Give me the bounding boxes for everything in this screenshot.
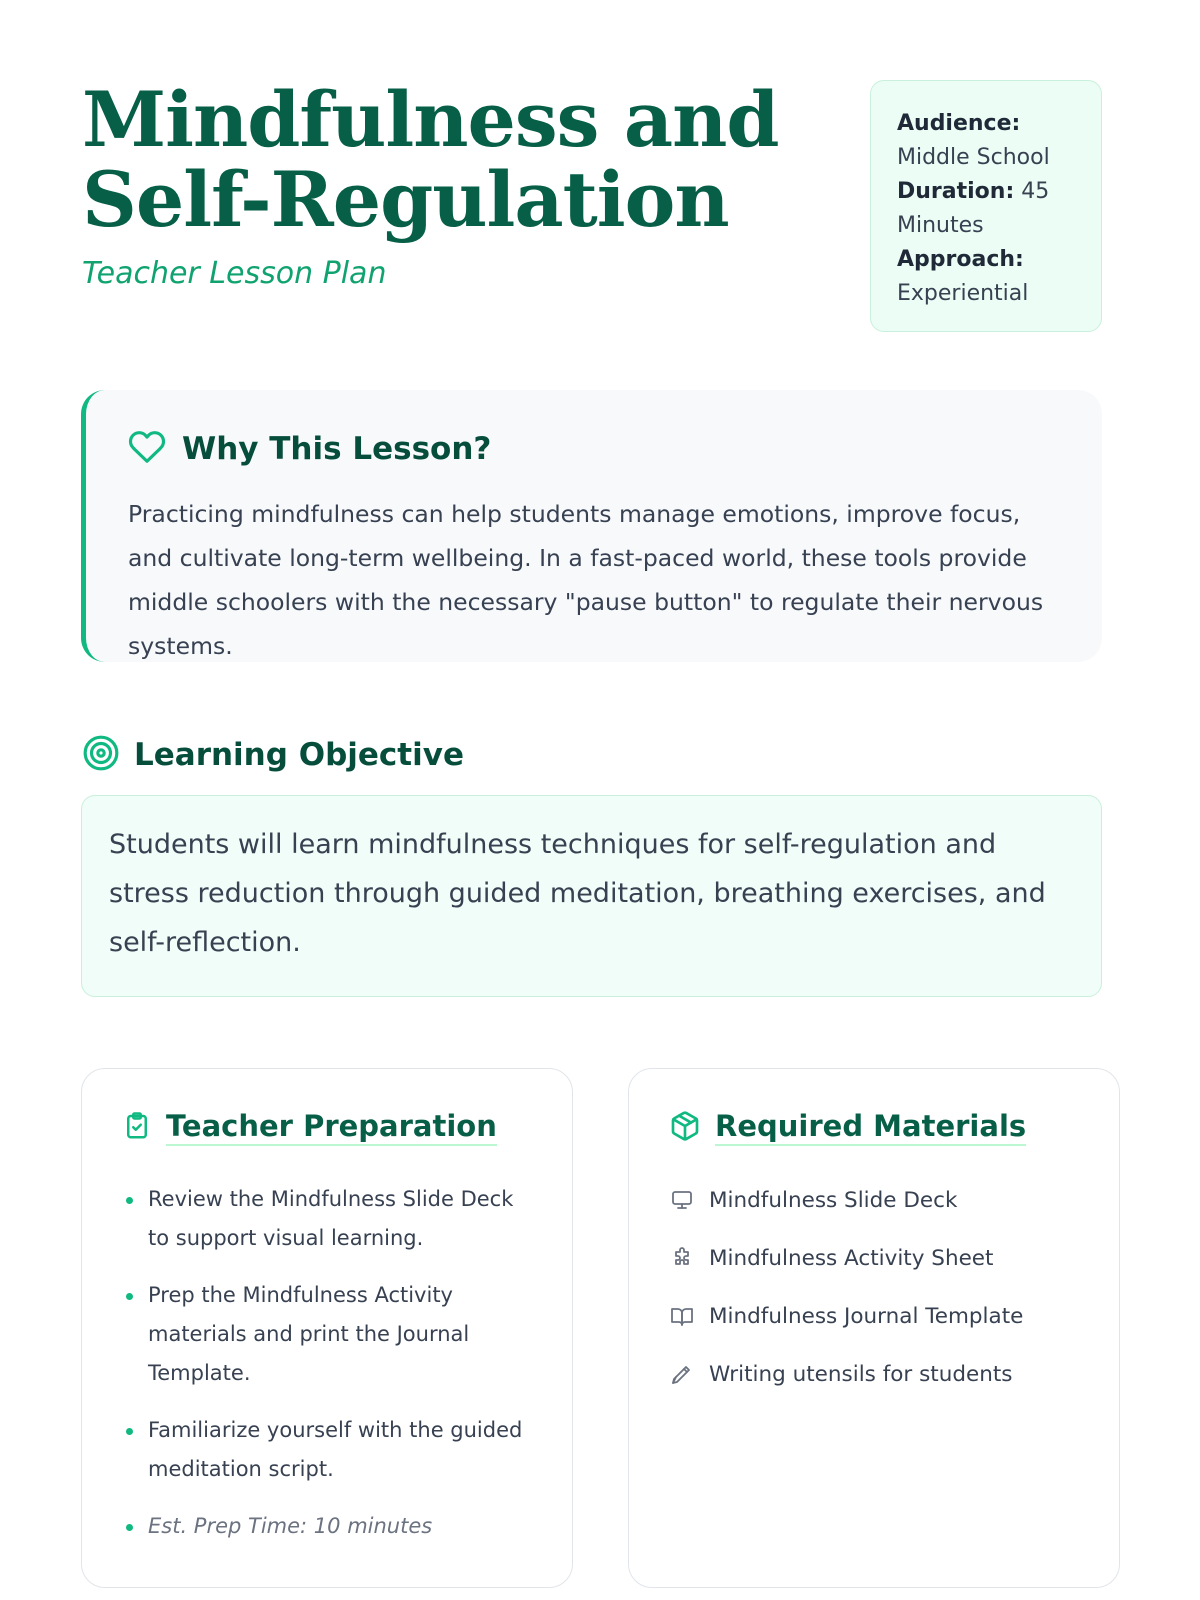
monitor-icon xyxy=(669,1187,695,1213)
duration-value: 45 Minutes xyxy=(897,179,1050,238)
pen-icon xyxy=(669,1361,695,1387)
target-icon xyxy=(82,734,120,776)
page-subtitle: Teacher Lesson Plan xyxy=(82,256,387,291)
preparation-heading: Teacher Preparation xyxy=(166,1109,497,1146)
heart-icon xyxy=(128,428,166,470)
materials-header xyxy=(669,1109,1079,1146)
duration-label: Duration: xyxy=(897,179,1015,204)
required-materials-panel xyxy=(628,1068,1120,1588)
material-item xyxy=(669,1238,1079,1278)
audience-value: Middle School xyxy=(897,145,1050,170)
prep-item: Prep the Mindfulness Activity materials and print the Journal Template. xyxy=(122,1276,532,1393)
preparation-header xyxy=(122,1109,532,1146)
audience-row xyxy=(897,107,1075,175)
material-item xyxy=(669,1296,1079,1336)
why-lesson-header xyxy=(128,428,1060,470)
material-label: Mindfulness Journal Template xyxy=(709,1303,1024,1329)
duration-row xyxy=(897,175,1075,243)
objective-heading: Learning Objective xyxy=(134,737,464,773)
material-label: Mindfulness Slide Deck xyxy=(709,1187,958,1213)
prep-item: Familiarize yourself with the guided meditation script. xyxy=(122,1411,532,1489)
why-lesson-heading: Why This Lesson? xyxy=(182,431,492,467)
material-item xyxy=(669,1354,1079,1394)
clipboard-check-icon xyxy=(122,1111,152,1145)
objective-text: Students will learn mindfulness techniques for self-regulation and stress reduction through guided meditation, breathing exercises, and self-reflection. xyxy=(109,829,1046,958)
materials-heading: Required Materials xyxy=(715,1109,1026,1146)
approach-row xyxy=(897,243,1075,311)
material-label: Mindfulness Activity Sheet xyxy=(709,1245,994,1271)
material-label: Writing utensils for students xyxy=(709,1361,1013,1387)
material-item xyxy=(669,1180,1079,1220)
audience-label: Audience: xyxy=(897,111,1021,136)
box-icon xyxy=(669,1110,701,1146)
preparation-list xyxy=(122,1180,532,1546)
lesson-meta-card xyxy=(870,80,1102,332)
why-lesson-card xyxy=(81,390,1102,662)
prep-time-note: Est. Prep Time: 10 minutes xyxy=(122,1507,532,1546)
teacher-preparation-panel xyxy=(81,1068,573,1588)
objective-card xyxy=(81,795,1102,997)
approach-label: Approach: xyxy=(897,247,1024,272)
prep-item: Review the Mindfulness Slide Deck to support visual learning. xyxy=(122,1180,532,1258)
materials-list xyxy=(669,1180,1079,1394)
book-open-icon xyxy=(669,1303,695,1329)
title-block xyxy=(82,75,862,291)
objective-header xyxy=(82,734,464,776)
why-lesson-text: Practicing mindfulness can help students manage emotions, improve focus, and cultivate long-term wellbeing. In a fast-paced world, these tools provide middle schoolers with the necessary "pause button" to regulate their nervous systems. xyxy=(128,500,1044,660)
puzzle-icon xyxy=(669,1245,695,1271)
page-title: Mindfulness and Self-Regulation xyxy=(82,75,779,244)
approach-value: Experiential xyxy=(897,281,1029,306)
